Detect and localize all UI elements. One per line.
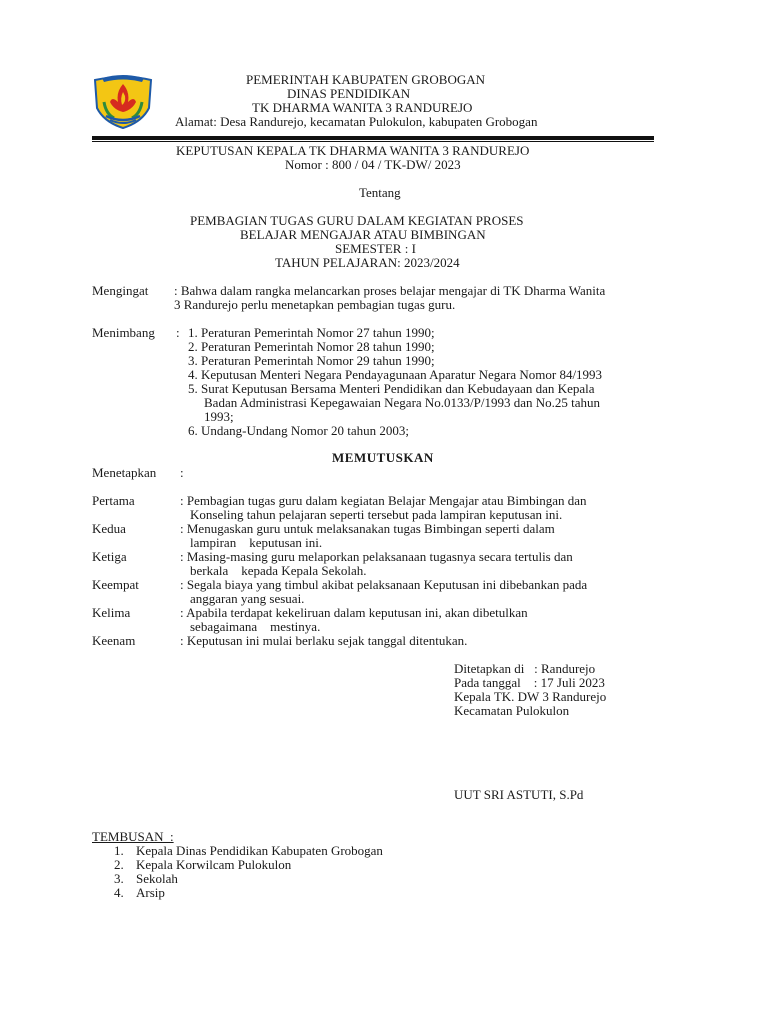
item-text: sebagaimana mestinya.: [190, 619, 321, 634]
tembusan-number: 3.: [114, 871, 124, 886]
item-text: berkala kepada Kepala Sekolah.: [190, 563, 367, 578]
tembusan-number: 2.: [114, 857, 124, 872]
header-line-school: TK DHARMA WANITA 3 RANDUREJO: [252, 100, 473, 115]
item-text: : Masing-masing guru melaporkan pelaksanaan tugasnya secara tertulis dan: [180, 549, 573, 564]
item-text: : Pembagian tugas guru dalam kegiatan Belajar Mengajar atau Bimbingan dan: [180, 493, 587, 508]
mengingat-text: 3 Randurejo perlu menetapkan pembagian tugas guru.: [174, 297, 456, 312]
item-text: Konseling tahun pelajaran seperti tersebut pada lampiran keputusan ini.: [190, 507, 563, 522]
menimbang-item-continued: 1993;: [204, 409, 234, 424]
tembusan-item: Kepala Dinas Pendidikan Kabupaten Grobogan: [136, 843, 383, 858]
tembusan-number: 1.: [114, 843, 124, 858]
tembusan-item: Arsip: [136, 885, 165, 900]
item-text: : Apabila terdapat kekeliruan dalam keputusan ini, akan dibetulkan: [180, 605, 528, 620]
header-divider-thick: [92, 136, 654, 140]
decree-subject-line: PEMBAGIAN TUGAS GURU DALAM KEGIATAN PROSES: [190, 213, 524, 228]
header-address: Alamat: Desa Randurejo, kecamatan Pulokulon, kabupaten Grobogan: [175, 114, 538, 129]
tembusan-item: Sekolah: [136, 871, 178, 886]
decree-tentang: Tentang: [359, 185, 401, 200]
signature-position: Kepala TK. DW 3 Randurejo: [454, 689, 607, 704]
menimbang-item: 6. Undang-Undang Nomor 20 tahun 2003;: [188, 423, 409, 438]
signature-date: Pada tanggal : 17 Juli 2023: [454, 675, 605, 690]
item-label-pertama: Pertama: [92, 493, 135, 508]
signature-district: Kecamatan Pulokulon: [454, 703, 570, 718]
item-text: : Segala biaya yang timbul akibat pelaksanaan Keputusan ini dibebankan pada: [180, 577, 588, 592]
item-text: : Menugaskan guru untuk melaksanakan tugas Bimbingan seperti dalam: [180, 521, 555, 536]
item-text: lampiran keputusan ini.: [190, 535, 323, 550]
memutuskan-heading: MEMUTUSKAN: [332, 450, 434, 465]
mengingat-text: : Bahwa dalam rangka melancarkan proses belajar mengajar di TK Dharma Wanita: [174, 283, 606, 298]
item-label-keempat: Keempat: [92, 577, 139, 592]
menetapkan-colon: :: [180, 465, 184, 480]
menimbang-item: 4. Keputusan Menteri Negara Pendayagunaan Aparatur Negara Nomor 84/1993: [188, 367, 603, 382]
item-label-kelima: Kelima: [92, 605, 131, 620]
menimbang-item: 5. Surat Keputusan Bersama Menteri Pendidikan dan Kebudayaan dan Kepala: [188, 381, 595, 396]
menimbang-item: 1. Peraturan Pemerintah Nomor 27 tahun 1990;: [188, 325, 435, 340]
decree-semester: SEMESTER : I: [335, 241, 416, 256]
menimbang-label: Menimbang: [92, 325, 155, 340]
item-text: : Keputusan ini mulai berlaku sejak tanggal ditentukan.: [180, 633, 468, 648]
mengingat-label: Mengingat: [92, 283, 149, 298]
menimbang-item: 2. Peraturan Pemerintah Nomor 28 tahun 1990;: [188, 339, 435, 354]
menimbang-item-continued: Badan Administrasi Kepegawaian Negara No.0133/P/1993 dan No.25 tahun: [204, 395, 601, 410]
item-text: anggaran yang sesuai.: [190, 591, 305, 606]
item-label-kedua: Kedua: [92, 521, 126, 536]
signature-place: Ditetapkan di : Randurejo: [454, 661, 596, 676]
header-divider-thin: [92, 141, 654, 142]
tembusan-number: 4.: [114, 885, 124, 900]
tembusan-item: Kepala Korwilcam Pulokulon: [136, 857, 292, 872]
menimbang-item: 3. Peraturan Pemerintah Nomor 29 tahun 1990;: [188, 353, 435, 368]
header-line-government: PEMERINTAH KABUPATEN GROBOGAN: [246, 72, 485, 87]
menetapkan-label: Menetapkan: [92, 465, 157, 480]
item-label-ketiga: Ketiga: [92, 549, 127, 564]
tembusan-label: TEMBUSAN :: [92, 829, 174, 844]
decree-academic-year: TAHUN PELAJARAN: 2023/2024: [275, 255, 460, 270]
decree-subject-line: BELAJAR MENGAJAR ATAU BIMBINGAN: [240, 227, 486, 242]
decree-number: Nomor : 800 / 04 / TK-DW/ 2023: [285, 157, 461, 172]
menimbang-colon: :: [176, 325, 180, 340]
item-label-keenam: Keenam: [92, 633, 136, 648]
header-line-office: DINAS PENDIDIKAN: [287, 86, 411, 101]
grobogan-regency-emblem-icon: [92, 72, 154, 130]
decree-title: KEPUTUSAN KEPALA TK DHARMA WANITA 3 RANDUREJO: [176, 143, 530, 158]
signatory-name: UUT SRI ASTUTI, S.Pd: [454, 787, 584, 802]
